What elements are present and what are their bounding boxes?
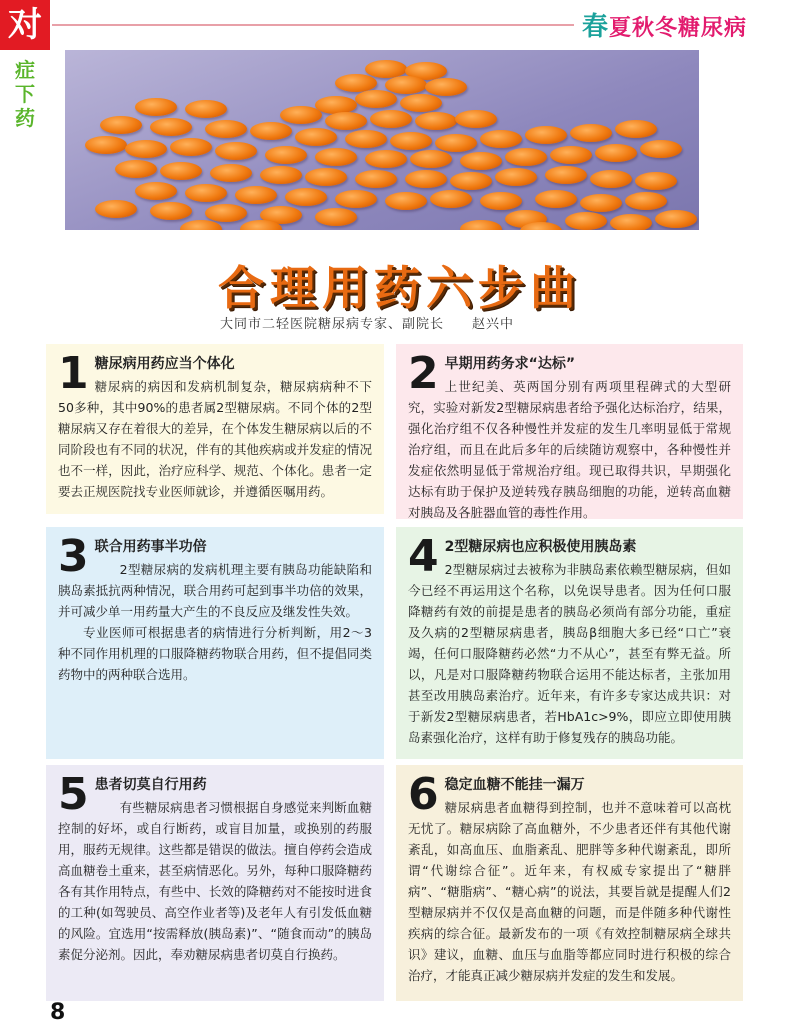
pill-shape	[480, 192, 522, 210]
article-author: 大同市二轻医院糖尿病专家、副院长 赵兴中	[220, 317, 515, 332]
pill-shape	[385, 76, 427, 94]
section-heading: 糖尿病用药应当个体化	[94, 356, 235, 372]
pill-shape	[635, 172, 677, 190]
pill-shape	[355, 170, 397, 188]
pills-photo	[65, 50, 699, 230]
pill-shape	[525, 126, 567, 144]
pill-shape	[250, 122, 292, 140]
pill-shape	[135, 98, 177, 116]
pill-shape	[370, 110, 412, 128]
pill-shape	[205, 120, 247, 138]
pill-shape	[495, 168, 537, 186]
section-heading: 联合用药事半功倍	[94, 539, 207, 555]
pill-shape	[580, 194, 622, 212]
pill-shape	[480, 130, 522, 148]
pill-shape	[625, 192, 667, 210]
pill-shape	[450, 172, 492, 190]
vertical-char: 症	[15, 58, 35, 82]
pill-shape	[280, 106, 322, 124]
pill-shape	[460, 220, 502, 230]
pill-shape	[315, 208, 357, 226]
pill-shape	[180, 220, 222, 230]
pill-shape	[405, 170, 447, 188]
pill-shape	[570, 124, 612, 142]
pill-shape	[285, 188, 327, 206]
pill-shape	[335, 190, 377, 208]
pill-shape	[185, 184, 227, 202]
pill-shape	[520, 222, 562, 230]
section-box-3	[46, 527, 384, 759]
magazine-header-title	[582, 6, 792, 42]
pill-shape	[425, 78, 467, 96]
pill-shape	[415, 112, 457, 130]
pill-shape	[615, 120, 657, 138]
pill-shape	[535, 190, 577, 208]
pill-shape	[640, 140, 682, 158]
pill-shape	[115, 160, 157, 178]
season-rest: 夏秋冬糖尿病	[609, 15, 748, 41]
pill-shape	[185, 100, 227, 118]
section-paragraph: 2型糖尿病过去被称为非胰岛素依赖型糖尿病，但如今已经不再运用这个名称，以免误导患者。因为任何口服降糖药有效的前提是患者的胰岛必须尚有部分功能，重症及久病的2型糖尿病患者，胰岛β细胞大多已经“口亡”衰竭，任何口服降糖药必然“力不从心”，甚至有弊无益。所以，凡是对口服降糖药物联合运用不能达标者，主张加用甚至改用胰岛素治疗。近年来，有许多专家达成共识：对于新发2型糖尿病患者，若HbA1c>9%，即应立即使用胰岛素强化治疗，这样有助于修复残存的胰岛功能。	[408, 562, 731, 745]
pill-shape	[595, 144, 637, 162]
section-number: 5	[58, 769, 89, 820]
section-number: 2	[408, 348, 439, 399]
pill-shape	[295, 128, 337, 146]
section-paragraph: 上世纪美、英两国分别有两项里程碑式的大型研究，实验对新发2型糖尿病患者给予强化达标治疗，结果，强化治疗组不仅各种慢性并发症的发生几率明显低于常规治疗组，而且在此后多年的后续随访观察中，各种慢性并发症依然明显低于常规治疗组。现已取得共识，早期强化达标有助于保护及逆转残存胰岛细胞的功能，逆转高血糖对胰岛及各脏器血管的毒性作用。	[408, 379, 731, 520]
section-number: 4	[408, 531, 439, 582]
pill-shape	[215, 142, 257, 160]
pill-shape	[390, 132, 432, 150]
pill-shape	[100, 116, 142, 134]
pill-shape	[150, 118, 192, 136]
column-vertical-title	[8, 58, 42, 130]
pill-shape	[150, 202, 192, 220]
pill-shape	[400, 94, 442, 112]
pill-shape	[610, 214, 652, 230]
section-paragraph: 专业医师可根据患者的病情进行分析判断，用2～3种不同作用机理的口服降糖药物联合用药，但不提倡同类药物中的两种联合选用。	[58, 625, 372, 682]
pill-shape	[260, 166, 302, 184]
pill-shape	[355, 90, 397, 108]
season-first-char: 春	[582, 12, 610, 42]
pill-shape	[435, 134, 477, 152]
pill-shape	[385, 192, 427, 210]
section-paragraph: 有些糖尿病患者习惯根据自身感觉来判断血糖控制的好坏，或自行断药，或盲目加量，或换别的药服用，服药无规律。这些都是错误的做法。擅自停药会造成高血糖卷土重来，甚至病情恶化。另外，每种口服降糖药各有其作用特点，有些中、长效的降糖药对不能按时进食的工种(如驾驶员、高空作业者等)及老年人有引发低血糖的风险。宜选用“按需释放(胰岛素)”、“随食而动”的胰岛素促分泌剂。因此，奉劝糖尿病患者切莫自行换药。	[58, 800, 372, 962]
pill-shape	[210, 164, 252, 182]
pill-shape	[365, 150, 407, 168]
pill-shape	[125, 140, 167, 158]
section-heading: 2型糖尿病也应积极使用胰岛素	[444, 539, 637, 555]
pill-shape	[85, 136, 127, 154]
section-box-5	[46, 765, 384, 1001]
article-title: 合理用药六步曲	[218, 261, 582, 315]
section-paragraph: 糖尿病的病因和发病机制复杂，糖尿病病种不下50多种，其中90%的患者属2型糖尿病。不同个体的2型糖尿病又存在着很大的差异，在个体发生糖尿病以后的不同阶段也有不同的状况，伴有的其他疾病或并发症的情况也不一样，因此，治疗应科学、规范、个体化。患者一定要去正规医院找专业医师就诊，并遵循医嘱用药。	[58, 379, 372, 499]
section-box-4	[396, 527, 743, 759]
pill-shape	[305, 168, 347, 186]
section-box-6	[396, 765, 743, 1001]
section-heading: 患者切莫自行用药	[94, 777, 207, 793]
pill-shape	[160, 162, 202, 180]
pill-shape	[455, 110, 497, 128]
section-corner-badge: 对	[0, 0, 50, 50]
pill-shape	[265, 146, 307, 164]
pill-shape	[410, 150, 452, 168]
section-box-2	[396, 344, 743, 519]
section-paragraph: 2型糖尿病的发病机理主要有胰岛功能缺陷和胰岛素抵抗两种情况，联合用药可起到事半功倍的效果，并可减少单一用药量大产生的不良反应及继发性失效。	[58, 562, 372, 619]
pill-shape	[345, 130, 387, 148]
vertical-char: 药	[15, 106, 35, 130]
pill-shape	[95, 200, 137, 218]
pill-shape	[325, 112, 367, 130]
pill-shape	[565, 212, 607, 230]
section-number: 1	[58, 348, 89, 399]
pill-shape	[235, 186, 277, 204]
pill-shape	[135, 182, 177, 200]
section-heading: 早期用药务求“达标”	[444, 356, 576, 372]
section-number: 6	[408, 769, 439, 820]
vertical-char: 下	[15, 82, 35, 106]
pill-shape	[170, 138, 212, 156]
pill-shape	[315, 148, 357, 166]
section-number: 3	[58, 531, 89, 582]
header-rule	[52, 24, 574, 26]
pill-shape	[550, 146, 592, 164]
pill-shape	[590, 170, 632, 188]
page-number: 8	[50, 1000, 66, 1025]
pill-shape	[460, 152, 502, 170]
section-paragraph: 糖尿病患者血糖得到控制，也并不意味着可以高枕无忧了。糖尿病除了高血糖外，不少患者还伴有其他代谢紊乱，如高血压、血脂紊乱、肥胖等多种代谢紊乱，即所谓“代谢综合征”。近年来，有权威专家提出了“糖胖病”、“糖脂病”、“糖心病”的说法，其要旨就是提醒人们2型糖尿病并不仅仅是高血糖的问题，而是伴随多种代谢性疾病的综合征。最新发布的一项《有效控制糖尿病全球共识》建议，血糖、血压与血脂等都应同时进行积极的综合治疗，才能真正减少糖尿病并发症的发生和发展。	[408, 800, 731, 983]
pill-shape	[430, 190, 472, 208]
pill-shape	[545, 166, 587, 184]
section-heading: 稳定血糖不能挂一漏万	[444, 777, 585, 793]
section-box-1	[46, 344, 384, 514]
pill-shape	[505, 148, 547, 166]
pill-shape	[655, 210, 697, 228]
pill-shape	[205, 204, 247, 222]
